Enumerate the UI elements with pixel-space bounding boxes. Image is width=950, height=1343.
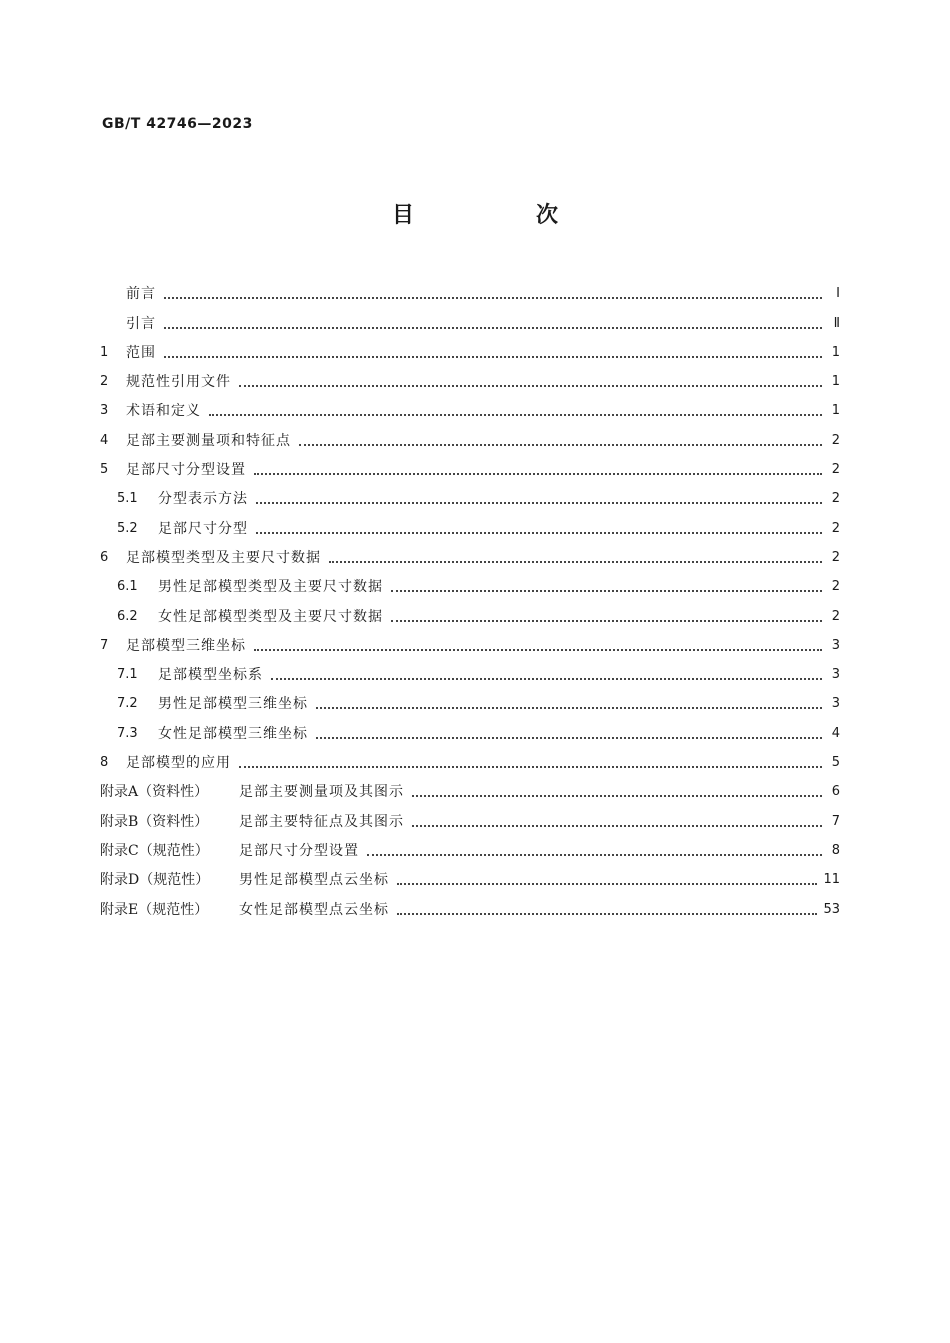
toc-entry-6-1[interactable] <box>100 567 840 596</box>
dot-leader <box>316 707 822 709</box>
toc-entry-page: 2 <box>831 608 840 624</box>
toc-entry-number: 6 <box>100 549 109 565</box>
toc-entry-label: 足部主要测量项及其图示 <box>239 784 404 801</box>
toc-entry-2[interactable] <box>100 362 840 391</box>
toc-entry-label: 男性足部模型点云坐标 <box>239 872 389 889</box>
dot-leader <box>254 649 822 651</box>
dot-leader <box>164 297 822 299</box>
toc-entry-7[interactable] <box>100 626 840 655</box>
toc-entry-7-1[interactable] <box>100 655 840 684</box>
toc-entry-label: 术语和定义 <box>126 403 201 420</box>
dot-leader <box>254 473 822 475</box>
toc-entry-introduction[interactable] <box>100 303 840 332</box>
toc-entry-page: 1 <box>831 374 840 390</box>
page-title: 目 次 <box>391 203 608 228</box>
toc-entry-label: 分型表示方法 <box>158 491 248 508</box>
toc-entry-label: 足部主要特征点及其图示 <box>239 813 404 830</box>
toc-entry-page: 2 <box>831 432 840 448</box>
toc-entry-label: 范围 <box>126 344 156 361</box>
toc-entry-number: 3 <box>100 403 109 419</box>
toc-entry-6[interactable] <box>100 538 840 567</box>
dot-leader <box>329 561 822 563</box>
toc-entry-number: 5.2 <box>117 520 138 536</box>
toc-entry-label: 前言 <box>126 286 156 303</box>
toc-entry-number: 附录B（资料性） <box>100 813 209 830</box>
toc-entry-number: 1 <box>100 344 109 360</box>
toc-entry-page: 2 <box>831 491 840 507</box>
toc-entry-appendix-e[interactable] <box>100 889 840 918</box>
toc-entry-label: 足部尺寸分型 <box>158 520 248 537</box>
toc-entry-number: 8 <box>100 755 109 771</box>
toc-entry-number: 7.2 <box>117 696 138 712</box>
toc-entry-page: Ⅱ <box>833 315 840 331</box>
toc-entry-number: 附录E（规范性） <box>100 901 209 918</box>
toc-entry-4[interactable] <box>100 420 840 449</box>
dot-leader <box>412 825 822 827</box>
toc-entry-number: 附录A（资料性） <box>100 784 209 801</box>
toc-entry-label: 女性足部模型类型及主要尺寸数据 <box>158 608 383 625</box>
toc-entry-1[interactable] <box>100 333 840 362</box>
toc-entry-page: 1 <box>831 403 840 419</box>
toc-entry-page: 7 <box>831 813 840 829</box>
toc-entry-label: 足部尺寸分型设置 <box>126 462 246 479</box>
toc-entry-label: 规范性引用文件 <box>126 374 231 391</box>
dot-leader <box>397 883 817 885</box>
toc-entry-7-3[interactable] <box>100 713 840 742</box>
toc-entry-number: 5.1 <box>117 491 138 507</box>
dot-leader <box>367 854 822 856</box>
toc-entry-3[interactable] <box>100 391 840 420</box>
toc-entry-page: 2 <box>831 549 840 565</box>
toc-entry-page: 3 <box>831 667 840 683</box>
toc-entry-label: 足部主要测量项和特征点 <box>126 432 291 449</box>
dot-leader <box>164 356 822 358</box>
dot-leader <box>391 590 822 592</box>
toc-entry-label: 引言 <box>126 315 156 332</box>
dot-leader <box>164 327 822 329</box>
toc-entry-7-2[interactable] <box>100 684 840 713</box>
toc-entry-appendix-d[interactable] <box>100 860 840 889</box>
toc-entry-number: 2 <box>100 374 109 390</box>
toc-entry-number: 附录D（规范性） <box>100 872 210 889</box>
toc-entry-number: 7.3 <box>117 725 138 741</box>
toc-entry-label: 足部尺寸分型设置 <box>239 842 359 859</box>
toc-entry-appendix-a[interactable] <box>100 772 840 801</box>
toc-entry-label: 女性足部模型点云坐标 <box>239 901 389 918</box>
dot-leader <box>397 913 817 915</box>
toc-entry-page: 3 <box>831 637 840 653</box>
dot-leader <box>239 385 822 387</box>
toc-entry-page: 53 <box>823 901 840 917</box>
toc-entry-page: 2 <box>831 462 840 478</box>
dot-leader <box>299 444 822 446</box>
toc-entry-5-1[interactable] <box>100 479 840 508</box>
toc-entry-label: 男性足部模型类型及主要尺寸数据 <box>158 579 383 596</box>
dot-leader <box>256 502 822 504</box>
dot-leader <box>256 532 822 534</box>
toc-entry-page: 2 <box>831 520 840 536</box>
standard-code: GB/T 42746—2023 <box>102 116 253 132</box>
toc-entry-page: 3 <box>831 696 840 712</box>
table-of-contents <box>100 274 840 919</box>
toc-entry-page: 2 <box>831 579 840 595</box>
dot-leader <box>391 620 822 622</box>
toc-entry-preface[interactable] <box>100 274 840 303</box>
toc-entry-page: 1 <box>831 344 840 360</box>
toc-entry-number: 附录C（规范性） <box>100 842 209 859</box>
toc-entry-6-2[interactable] <box>100 596 840 625</box>
toc-entry-appendix-c[interactable] <box>100 831 840 860</box>
toc-entry-label: 女性足部模型三维坐标 <box>158 725 308 742</box>
toc-entry-number: 5 <box>100 462 109 478</box>
toc-entry-8[interactable] <box>100 743 840 772</box>
toc-entry-number: 4 <box>100 432 109 448</box>
dot-leader <box>271 678 822 680</box>
dot-leader <box>209 414 822 416</box>
toc-entry-number: 7 <box>100 637 109 653</box>
toc-entry-page: 11 <box>823 872 840 888</box>
toc-entry-page: 5 <box>831 755 840 771</box>
toc-entry-5-2[interactable] <box>100 508 840 537</box>
toc-entry-appendix-b[interactable] <box>100 801 840 830</box>
dot-leader <box>239 766 822 768</box>
dot-leader <box>412 795 822 797</box>
dot-leader <box>316 737 822 739</box>
toc-entry-number: 6.1 <box>117 579 138 595</box>
toc-entry-5[interactable] <box>100 450 840 479</box>
toc-entry-label: 男性足部模型三维坐标 <box>158 696 308 713</box>
toc-entry-page: 4 <box>831 725 840 741</box>
toc-entry-page: 8 <box>831 842 840 858</box>
toc-entry-page: 6 <box>831 784 840 800</box>
toc-entry-number: 6.2 <box>117 608 138 624</box>
toc-entry-label: 足部模型坐标系 <box>158 667 263 684</box>
toc-entry-label: 足部模型类型及主要尺寸数据 <box>126 549 321 566</box>
toc-entry-number: 7.1 <box>117 667 138 683</box>
toc-entry-label: 足部模型的应用 <box>126 755 231 772</box>
toc-entry-label: 足部模型三维坐标 <box>126 637 246 654</box>
toc-entry-page: Ⅰ <box>836 286 840 302</box>
